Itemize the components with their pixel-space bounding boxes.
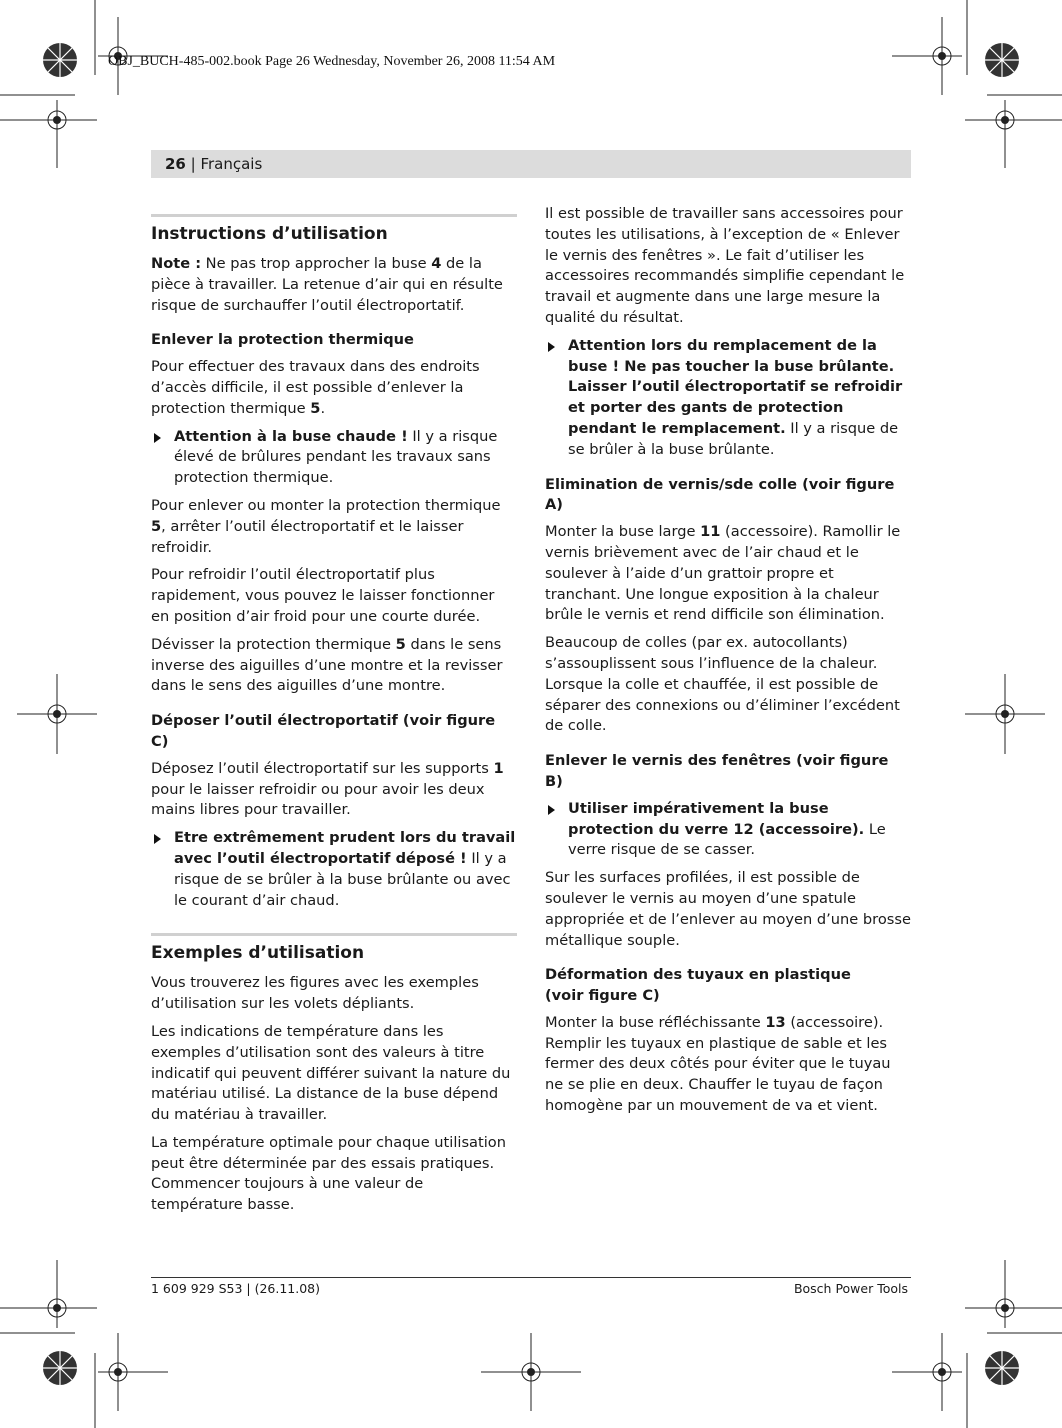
paragraph: Vous trouverez les figures avec les exemples d’utilisation sur les volets dépliants. bbox=[151, 974, 479, 1013]
bullet-triangle-icon bbox=[154, 834, 161, 844]
subsection-title: Déformation des tuyaux en plastique (voir figure C) bbox=[545, 966, 851, 1005]
paragraph: Beaucoup de colles (par ex. autocollants) s’assouplissent sous l’influence de la chaleur. Lorsque la colle et chauffée, il est possible de séparer des connexions ou d’éliminer l’excédent de colle. bbox=[545, 634, 900, 735]
bullet-triangle-icon bbox=[548, 342, 555, 352]
header-text bbox=[165, 155, 262, 173]
paragraph: Note : Ne pas trop approcher la buse 4 de la pièce à travailler. La retenue d’air qui en résulte risque de surchauffer l’outil électroportatif. bbox=[151, 255, 503, 314]
paragraph: Pour enlever ou monter la protection thermique 5, arrêter l’outil électroportatif et le laisser refroidir. bbox=[151, 496, 501, 556]
paragraph: Pour effectuer des travaux dans des endroits d’accès difficile, il est possible d’enlever la protection thermique 5. bbox=[151, 358, 480, 417]
warning-bullet: Utiliser impérativement la buse protection du verre 12 (accessoire). Le verre risque de se casser. bbox=[545, 799, 911, 861]
bullet-triangle-icon bbox=[154, 433, 161, 443]
paragraph: Monter la buse réfléchissante 13 (accessoire). Remplir les tuyaux en plastique de sable et les fermer des deux côtés pour éviter que le tuyau ne se plie en deux. Chauffer le tuyau de façon homogène par un mouvement de va et vient. bbox=[545, 1013, 891, 1115]
paragraph: Les indications de température dans les exemples d’utilisation sont des valeurs à titre indicatif qui peuvent différer suivant la nature du matériau utilisé. La distance de la buse dépend du matériau à travailler. bbox=[151, 1022, 511, 1124]
footer-doc-number: 1 609 929 S53 | (26.11.08) bbox=[151, 1281, 321, 1296]
subsection-title: Enlever le vernis des fenêtres (voir figure B) bbox=[545, 752, 889, 790]
right-column bbox=[545, 204, 911, 1124]
page-header bbox=[151, 150, 911, 178]
subsection-title: Déposer l’outil électroportatif (voir figure C) bbox=[151, 712, 496, 750]
header-language: Français bbox=[200, 155, 263, 173]
paragraph: Dévisser la protection thermique 5 dans le sens inverse des aiguilles d’une montre et la revisser dans le sens des aiguilles d’une montre. bbox=[151, 635, 503, 695]
paragraph: Déposez l’outil électroportatif sur les supports 1 pour le laisser refroidir ou pour avoir les deux mains libres pour travailler. bbox=[151, 759, 504, 819]
warning-bullet: Attention à la buse chaude ! Il y a risque élevé de brûlures pendant les travaux sans protection thermique. bbox=[151, 427, 517, 489]
footer-rule bbox=[151, 1277, 911, 1278]
bullet-triangle-icon bbox=[548, 805, 555, 815]
page-number: 26 bbox=[165, 155, 186, 173]
section-title: Exemples d’utilisation bbox=[151, 933, 517, 965]
warning-bullet: Etre extrêmement prudent lors du travail avec l’outil électroportatif déposé ! Il y a risque de se brûler à la buse brûlante ou avec le courant d’air chaud. bbox=[151, 828, 517, 911]
header-separator: | bbox=[185, 155, 201, 173]
subsection-title: Elimination de vernis/sde colle (voir figure A) bbox=[545, 475, 895, 514]
paragraph: Sur les surfaces profilées, il est possible de soulever le vernis au moyen d’une spatule appropriée et de l’enlever au moyen d’une brosse métallique souple. bbox=[545, 869, 911, 949]
warning-bullet: Attention lors du remplacement de la buse ! Ne pas toucher la buse brûlante. Laisser l’outil électroportatif se refroidir et porter des gants de protection pendant le remplacement. Il y a risque de se brûler à la buse brûlante. bbox=[545, 336, 911, 461]
subsection-title: Enlever la protection thermique bbox=[151, 331, 414, 349]
footer-brand: Bosch Power Tools bbox=[793, 1281, 908, 1296]
paragraph: Il est possible de travailler sans accessoires pour toutes les utilisations, à l’exception de « Enlever le vernis des fenêtres ». Le fait d’utiliser les accessoires recommandés simplifie cependant le travail et augmente dans une large mesure la qualité du résultat. bbox=[545, 205, 905, 326]
left-column bbox=[151, 204, 517, 1223]
print-slug: OBJ_BUCH-485-002.book Page 26 Wednesday, November 26, 2008 11:54 AM bbox=[108, 54, 556, 69]
paragraph: Pour refroidir l’outil électroportatif plus rapidement, vous pouvez le laisser fonctionner en position d’air froid pour une courte durée. bbox=[151, 566, 495, 625]
paragraph: Monter la buse large 11 (accessoire). Ramollir le vernis brièvement avec de l’air chaud et le soulever à l’aide d’un grattoir propre et tranchant. Une longue exposition à la chaleur brûle le vernis et rend difficile son élimination. bbox=[545, 523, 901, 624]
section-title: Instructions d’utilisation bbox=[151, 214, 517, 246]
paragraph: La température optimale pour chaque utilisation peut être déterminée par des essais pratiques. Commencer toujours à une valeur de température basse. bbox=[151, 1133, 506, 1214]
